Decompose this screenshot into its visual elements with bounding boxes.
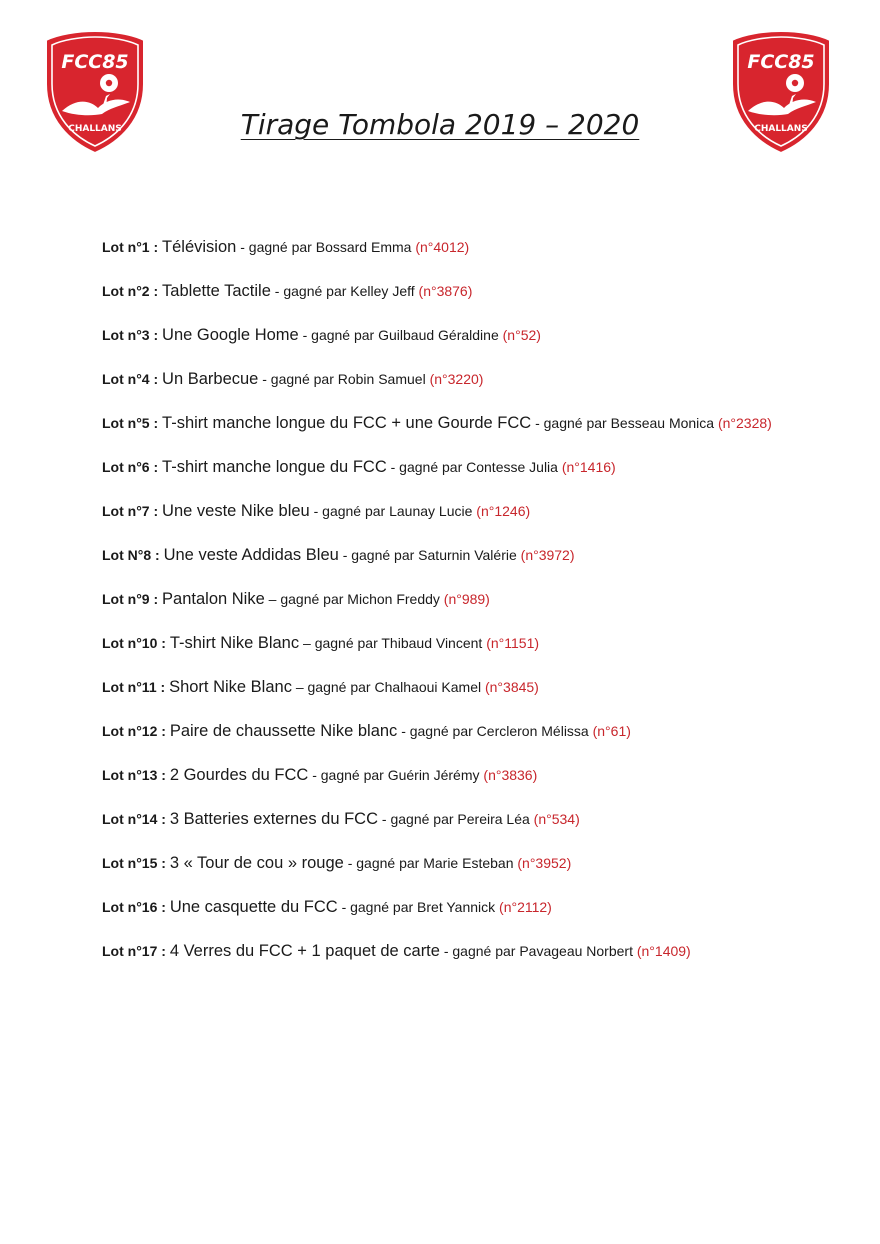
lot-ticket: (n°3220)	[429, 371, 484, 387]
lot-label: Lot n°5 :	[102, 415, 159, 431]
lot-prize: 4 Verres du FCC + 1 paquet de carte	[169, 942, 440, 960]
lot-winner: - gagné par Kelley Jeff	[274, 283, 415, 299]
lot-prize: Une veste Nike bleu	[162, 502, 310, 520]
lot-item	[102, 368, 792, 390]
lot-item	[102, 588, 792, 610]
lot-prize: Paire de chaussette Nike blanc	[169, 722, 398, 740]
lot-ticket: (n°1416)	[561, 459, 616, 475]
lot-label: Lot n°1 :	[102, 239, 159, 255]
lot-winner: - gagné par Launay Lucie	[313, 503, 473, 519]
lot-item	[102, 676, 792, 698]
lot-ticket: (n°3972)	[520, 547, 575, 563]
lot-prize: Un Barbecue	[162, 370, 259, 388]
lot-label: Lot n°2 :	[102, 283, 159, 299]
lot-ticket: (n°1151)	[486, 635, 540, 651]
lot-winner: - gagné par Bossard Emma	[240, 239, 412, 255]
lot-label: Lot n°9 :	[102, 591, 159, 607]
svg-text:CHALLANS: CHALLANS	[68, 124, 122, 134]
lot-winner: - gagné par Marie Esteban	[347, 855, 514, 871]
lot-winner: - gagné par Guérin Jérémy	[312, 767, 480, 783]
svg-text:CHALLANS: CHALLANS	[754, 124, 808, 134]
lot-list	[102, 236, 792, 984]
lot-item	[102, 852, 792, 874]
page-title: Tirage Tombola 2019 – 2020	[240, 108, 640, 141]
lot-prize: T-shirt manche longue du FCC + une Gourde FCC	[162, 414, 532, 432]
lot-prize: Une veste Addidas Bleu	[163, 546, 339, 564]
lot-ticket: (n°1409)	[636, 943, 691, 959]
lot-label: Lot n°15 :	[102, 855, 166, 871]
lot-label: Lot n°16 :	[102, 899, 166, 915]
svg-text:FCC85: FCC85	[61, 51, 129, 73]
lot-winner: - gagné par Contesse Julia	[390, 459, 558, 475]
lot-winner: - gagné par Guilbaud Géraldine	[302, 327, 499, 343]
lot-item	[102, 720, 792, 742]
lot-label: Lot n°10 :	[102, 635, 166, 651]
lot-winner: – gagné par Chalhaoui Kamel	[295, 679, 482, 695]
lot-winner: - gagné par Pavageau Norbert	[443, 943, 633, 959]
lot-item	[102, 632, 792, 654]
lot-ticket: (n°52)	[502, 327, 541, 343]
lot-label: Lot n°3 :	[102, 327, 159, 343]
lot-ticket: (n°3836)	[483, 767, 538, 783]
lot-winner: - gagné par Besseau Monica	[535, 415, 715, 431]
lot-winner: - gagné par Saturnin Valérie	[342, 547, 517, 563]
lot-item	[102, 280, 792, 302]
lot-label: Lot n°17 :	[102, 943, 166, 959]
lot-winner: – gagné par Thibaud Vincent	[303, 635, 483, 651]
lot-prize: Télévision	[162, 238, 237, 256]
lot-ticket: (n°2112)	[499, 899, 552, 915]
lot-prize: 3 Batteries externes du FCC	[169, 810, 379, 828]
lot-ticket: (n°1246)	[476, 503, 531, 519]
lot-label: Lot n°4 :	[102, 371, 159, 387]
lot-prize: Short Nike Blanc	[169, 678, 292, 696]
lot-item	[102, 764, 792, 786]
lot-label: Lot N°8 :	[102, 547, 160, 563]
lot-ticket: (n°989)	[443, 591, 490, 607]
lot-ticket: (n°3952)	[517, 855, 572, 871]
lot-label: Lot n°7 :	[102, 503, 159, 519]
lot-item	[102, 500, 792, 522]
lot-prize: T-shirt Nike Blanc	[169, 634, 300, 652]
lot-label: Lot n°6 :	[102, 459, 159, 475]
lot-winner: - gagné par Robin Samuel	[262, 371, 426, 387]
lot-prize: T-shirt manche longue du FCC	[162, 458, 387, 476]
lot-prize: 2 Gourdes du FCC	[169, 766, 309, 784]
lot-ticket: (n°61)	[592, 723, 631, 739]
lot-ticket: (n°534)	[533, 811, 580, 827]
lot-prize: Une casquette du FCC	[169, 898, 338, 916]
lot-ticket: (n°3876)	[418, 283, 473, 299]
lot-label: Lot n°12 :	[102, 723, 166, 739]
lot-item	[102, 896, 792, 918]
lot-item	[102, 412, 792, 434]
lot-winner: – gagné par Michon Freddy	[268, 591, 440, 607]
lot-item	[102, 808, 792, 830]
lot-item	[102, 940, 792, 962]
lot-item	[102, 544, 792, 566]
lot-winner: - gagné par Pereira Léa	[381, 811, 530, 827]
lot-winner: - gagné par Cercleron Mélissa	[401, 723, 589, 739]
svg-text:FCC85: FCC85	[747, 51, 815, 73]
lot-ticket: (n°3845)	[484, 679, 539, 695]
lot-item	[102, 456, 792, 478]
lot-ticket: (n°2328)	[717, 415, 772, 431]
lot-prize: Pantalon Nike	[162, 590, 265, 608]
lot-label: Lot n°13 :	[102, 767, 166, 783]
lot-label: Lot n°11 :	[102, 679, 166, 695]
lot-ticket: (n°4012)	[415, 239, 470, 255]
lot-prize: Une Google Home	[162, 326, 299, 344]
lot-prize: Tablette Tactile	[162, 282, 271, 300]
lot-label: Lot n°14 :	[102, 811, 166, 827]
lot-prize: 3 « Tour de cou » rouge	[169, 854, 344, 872]
lot-winner: - gagné par Bret Yannick	[341, 899, 496, 915]
lot-item	[102, 324, 792, 346]
lot-item	[102, 236, 792, 258]
